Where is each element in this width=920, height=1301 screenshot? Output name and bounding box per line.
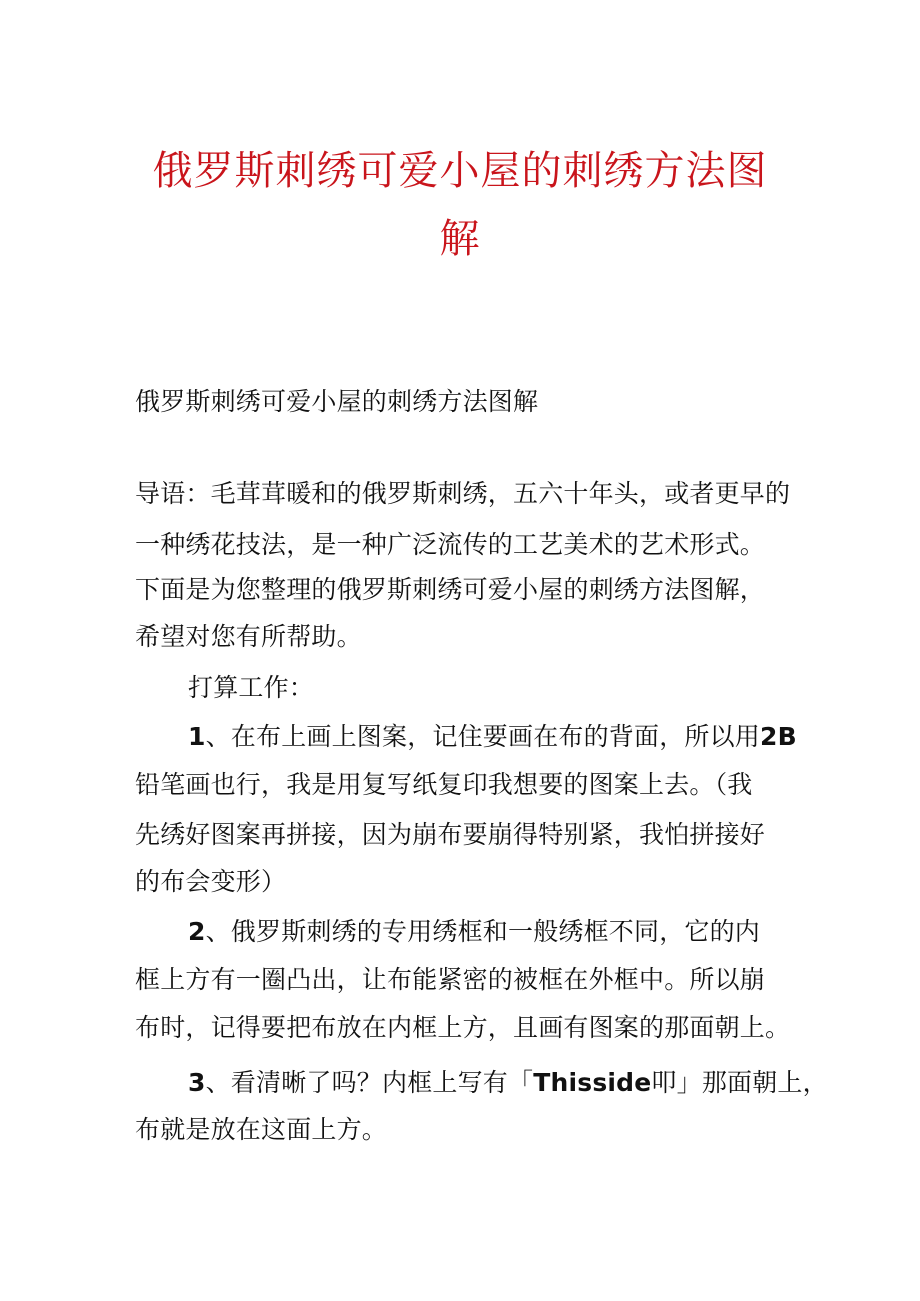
- step-3-text-a: 、看清晰了吗？内框上写有「: [205, 1068, 534, 1097]
- step-3-text-b: 叩」那面朝上，: [651, 1068, 828, 1097]
- intro-line-3: 下面是为您整理的俄罗斯刺绣可爱小屋的刺绣方法图解，: [135, 575, 766, 604]
- intro-line-1: 导语：毛茸茸暖和的俄罗斯刺绣，五六十年头，或者更早的: [135, 479, 791, 508]
- step-2-line-2: 框上方有一圈凸出，让布能紧密的被框在外框中。所以崩: [135, 965, 766, 994]
- step-3-number: 3: [188, 1068, 206, 1097]
- step-1-line-3: 先绣好图案再拼接，因为崩布要崩得特别紧，我怕拼接好: [135, 820, 766, 849]
- document-title-line-1: 俄罗斯刺绣可爱小屋的刺绣方法图: [152, 148, 768, 194]
- step-1-number: 1: [188, 722, 206, 751]
- step-2-line-3: 布时，记得要把布放在内框上方，且画有图案的那面朝上。: [135, 1013, 791, 1042]
- step-1-line-1: [188, 717, 797, 757]
- step-3-code: Thisside: [533, 1068, 652, 1097]
- document-subtitle: 俄罗斯刺绣可爱小屋的刺绣方法图解: [135, 387, 539, 416]
- document-title-line-2: 解: [439, 216, 481, 262]
- intro-line-4: 希望对您有所帮助。: [135, 622, 362, 651]
- prep-heading: 打算工作：: [188, 673, 315, 702]
- step-3-line-1: [188, 1063, 828, 1103]
- step-1-code: 2B: [760, 722, 797, 751]
- step-2-text: 、俄罗斯刺绣的专用绣框和一般绣框不同，它的内: [205, 917, 761, 946]
- step-1-text: 、在布上画上图案，记住要画在布的背面，所以用: [205, 722, 761, 751]
- intro-line-2: 一种绣花技法，是一种广泛流传的工艺美术的艺术形式。: [135, 530, 766, 559]
- step-3-line-2: 布就是放在这面上方。: [135, 1115, 388, 1144]
- step-1-line-2: 铅笔画也行，我是用复写纸复印我想要的图案上去。（我: [135, 770, 753, 799]
- step-2-line-1: [188, 912, 760, 952]
- step-2-number: 2: [188, 917, 206, 946]
- step-1-line-4: 的布会变形）: [135, 867, 287, 896]
